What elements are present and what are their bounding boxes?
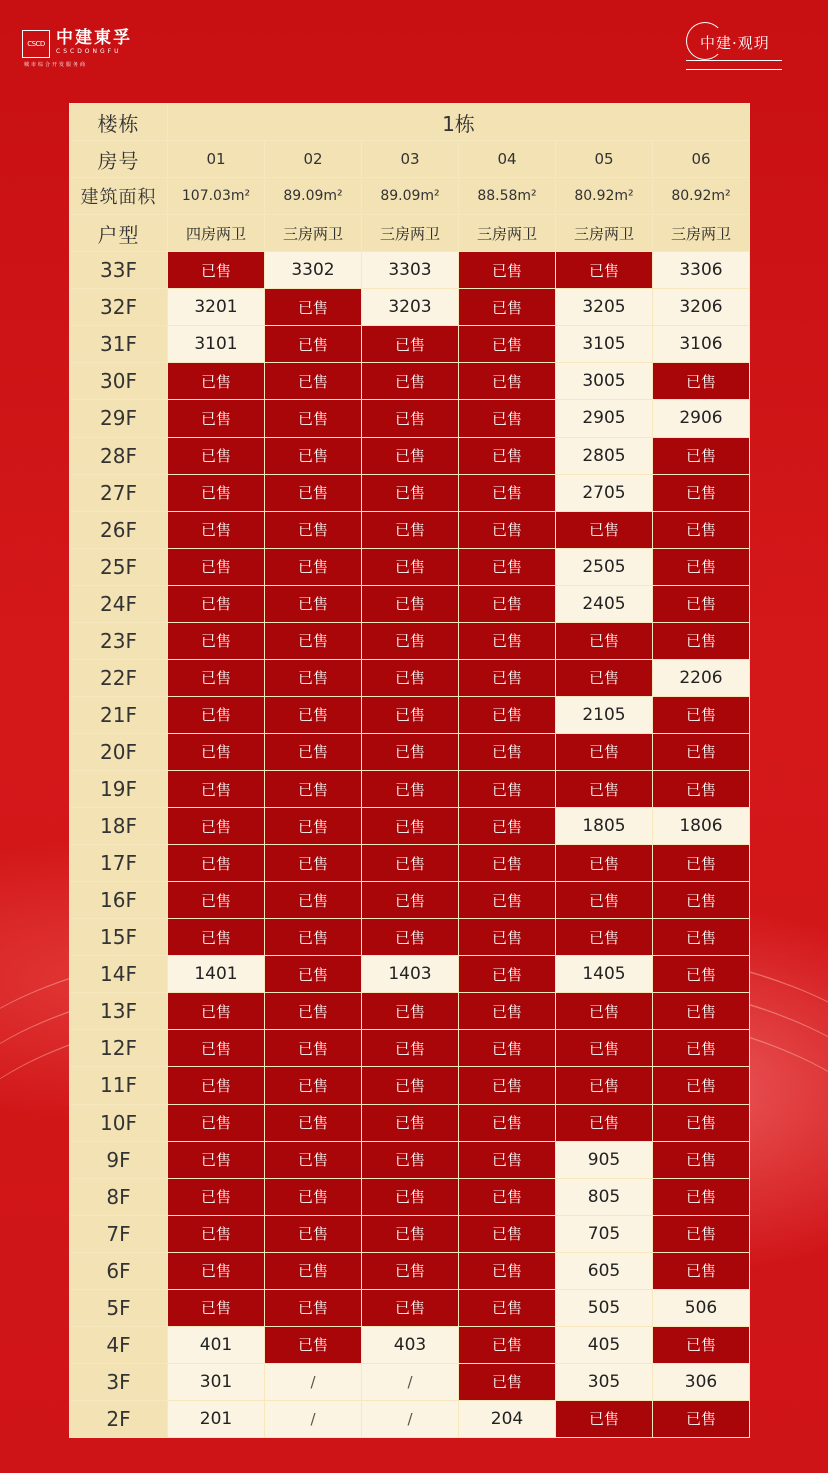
unit-sold: 已售 — [459, 734, 555, 770]
unit-availability-table — [69, 103, 750, 1438]
unit-sold: 已售 — [362, 1179, 458, 1215]
unit-available: 301 — [168, 1364, 264, 1400]
room-number-header: 04 — [459, 141, 555, 177]
floor-label: 21F — [70, 697, 167, 733]
area-header: 89.09m² — [362, 178, 458, 214]
unit-sold: 已售 — [653, 956, 749, 992]
area-header: 80.92m² — [556, 178, 652, 214]
building-label: 楼栋 — [70, 104, 167, 140]
unit-available: 2906 — [653, 400, 749, 436]
unit-sold: 已售 — [459, 845, 555, 881]
unit-sold: 已售 — [459, 1253, 555, 1289]
unit-available: 306 — [653, 1364, 749, 1400]
unit-sold: 已售 — [168, 252, 264, 288]
unit-sold: 已售 — [168, 993, 264, 1029]
unit-available: 1805 — [556, 808, 652, 844]
area-header: 107.03m² — [168, 178, 264, 214]
unit-available: 201 — [168, 1401, 264, 1437]
unit-sold: 已售 — [362, 363, 458, 399]
unit-sold: 已售 — [362, 697, 458, 733]
unit-sold: 已售 — [556, 1067, 652, 1103]
room-label: 房号 — [70, 141, 167, 177]
unit-sold: 已售 — [362, 919, 458, 955]
unit-sold: 已售 — [459, 660, 555, 696]
unit-sold: 已售 — [168, 1142, 264, 1178]
unit-sold: 已售 — [265, 1327, 361, 1363]
room-number-header: 01 — [168, 141, 264, 177]
unit-sold: 已售 — [168, 1179, 264, 1215]
unit-available: 3302 — [265, 252, 361, 288]
unit-sold: 已售 — [265, 438, 361, 474]
unit-sold: 已售 — [265, 1030, 361, 1066]
unit-sold: 已售 — [265, 363, 361, 399]
floor-label: 26F — [70, 512, 167, 548]
unit-type-header: 三房两卫 — [653, 215, 749, 251]
unit-available: 2505 — [556, 549, 652, 585]
unit-sold: 已售 — [265, 1179, 361, 1215]
unit-sold: 已售 — [168, 623, 264, 659]
floor-label: 6F — [70, 1253, 167, 1289]
unit-sold: 已售 — [459, 808, 555, 844]
floor-label: 7F — [70, 1216, 167, 1252]
unit-available: 204 — [459, 1401, 555, 1437]
unit-sold: 已售 — [265, 326, 361, 362]
floor-label: 20F — [70, 734, 167, 770]
unit-sold: 已售 — [265, 734, 361, 770]
unit-sold: 已售 — [362, 1105, 458, 1141]
floor-label: 14F — [70, 956, 167, 992]
unit-sold: 已售 — [459, 993, 555, 1029]
unit-sold: 已售 — [459, 363, 555, 399]
unit-sold: 已售 — [459, 400, 555, 436]
unit-sold: 已售 — [265, 475, 361, 511]
unit-available: 3005 — [556, 363, 652, 399]
unit-sold: 已售 — [556, 734, 652, 770]
unit-sold: 已售 — [362, 1030, 458, 1066]
floor-label: 25F — [70, 549, 167, 585]
unit-sold: 已售 — [653, 1105, 749, 1141]
unit-sold: 已售 — [459, 1179, 555, 1215]
unit-sold: 已售 — [265, 882, 361, 918]
floor-label: 30F — [70, 363, 167, 399]
unit-available: 1403 — [362, 956, 458, 992]
floor-label: 31F — [70, 326, 167, 362]
unit-sold: 已售 — [265, 771, 361, 807]
unit-available: 905 — [556, 1142, 652, 1178]
unit-available: 3206 — [653, 289, 749, 325]
floor-label: 16F — [70, 882, 167, 918]
unit-sold: 已售 — [653, 1327, 749, 1363]
unit-sold: 已售 — [459, 252, 555, 288]
unit-sold: 已售 — [556, 660, 652, 696]
unit-sold: 已售 — [653, 1216, 749, 1252]
unit-sold: 已售 — [362, 400, 458, 436]
unit-sold: 已售 — [265, 512, 361, 548]
unit-sold: 已售 — [362, 512, 458, 548]
unit-sold: 已售 — [362, 771, 458, 807]
unit-sold: 已售 — [653, 512, 749, 548]
unit-sold: 已售 — [459, 512, 555, 548]
unit-sold: 已售 — [653, 1401, 749, 1437]
unit-available: 2206 — [653, 660, 749, 696]
unit-sold: 已售 — [459, 623, 555, 659]
unit-sold: 已售 — [168, 1253, 264, 1289]
floor-label: 4F — [70, 1327, 167, 1363]
unit-available: 3101 — [168, 326, 264, 362]
unit-sold: 已售 — [362, 1067, 458, 1103]
unit-sold: 已售 — [459, 882, 555, 918]
unit-sold: 已售 — [653, 623, 749, 659]
unit-sold: 已售 — [168, 363, 264, 399]
unit-sold: 已售 — [168, 919, 264, 955]
unit-sold: 已售 — [459, 1142, 555, 1178]
unit-sold: 已售 — [556, 252, 652, 288]
unit-sold: 已售 — [459, 956, 555, 992]
unit-sold: 已售 — [556, 845, 652, 881]
unit-sold: 已售 — [265, 289, 361, 325]
unit-sold: 已售 — [265, 845, 361, 881]
unit-not-applicable: / — [265, 1401, 361, 1437]
area-header: 88.58m² — [459, 178, 555, 214]
unit-sold: 已售 — [556, 1401, 652, 1437]
brand-logo-left — [22, 30, 132, 58]
unit-sold: 已售 — [556, 623, 652, 659]
unit-sold: 已售 — [168, 512, 264, 548]
unit-sold: 已售 — [653, 363, 749, 399]
unit-type-header: 四房两卫 — [168, 215, 264, 251]
unit-sold: 已售 — [168, 882, 264, 918]
unit-sold: 已售 — [653, 845, 749, 881]
unit-sold: 已售 — [362, 549, 458, 585]
unit-sold: 已售 — [168, 400, 264, 436]
unit-not-applicable: / — [265, 1364, 361, 1400]
unit-available: 2405 — [556, 586, 652, 622]
unit-type-header: 三房两卫 — [556, 215, 652, 251]
unit-available: 405 — [556, 1327, 652, 1363]
unit-sold: 已售 — [265, 400, 361, 436]
unit-sold: 已售 — [168, 1105, 264, 1141]
unit-sold: 已售 — [168, 475, 264, 511]
unit-available: 3205 — [556, 289, 652, 325]
unit-sold: 已售 — [556, 1105, 652, 1141]
unit-sold: 已售 — [168, 771, 264, 807]
unit-available: 2805 — [556, 438, 652, 474]
unit-available: 1405 — [556, 956, 652, 992]
floor-label: 19F — [70, 771, 167, 807]
floor-label: 12F — [70, 1030, 167, 1066]
unit-sold: 已售 — [168, 660, 264, 696]
unit-sold: 已售 — [362, 660, 458, 696]
unit-available: 505 — [556, 1290, 652, 1326]
unit-sold: 已售 — [265, 919, 361, 955]
floor-label: 29F — [70, 400, 167, 436]
unit-sold: 已售 — [653, 771, 749, 807]
unit-sold: 已售 — [362, 1216, 458, 1252]
unit-sold: 已售 — [265, 1142, 361, 1178]
unit-sold: 已售 — [168, 734, 264, 770]
unit-sold: 已售 — [459, 1327, 555, 1363]
floor-label: 17F — [70, 845, 167, 881]
unit-sold: 已售 — [265, 1290, 361, 1326]
area-header: 89.09m² — [265, 178, 361, 214]
floor-label: 8F — [70, 1179, 167, 1215]
project-name: 中建·观玥 — [700, 34, 770, 52]
brand-mark: CSCD — [22, 30, 50, 58]
floor-label: 23F — [70, 623, 167, 659]
unit-sold: 已售 — [653, 1067, 749, 1103]
floor-label: 3F — [70, 1364, 167, 1400]
unit-sold: 已售 — [459, 549, 555, 585]
unit-available: 3203 — [362, 289, 458, 325]
floor-label: 32F — [70, 289, 167, 325]
unit-sold: 已售 — [653, 1030, 749, 1066]
unit-sold: 已售 — [168, 1216, 264, 1252]
unit-sold: 已售 — [168, 586, 264, 622]
room-number-header: 05 — [556, 141, 652, 177]
floor-label: 2F — [70, 1401, 167, 1437]
floor-label: 24F — [70, 586, 167, 622]
unit-sold: 已售 — [459, 697, 555, 733]
unit-sold: 已售 — [556, 882, 652, 918]
unit-sold: 已售 — [459, 1030, 555, 1066]
unit-available: 3201 — [168, 289, 264, 325]
unit-sold: 已售 — [265, 1067, 361, 1103]
unit-sold: 已售 — [265, 993, 361, 1029]
floor-label: 13F — [70, 993, 167, 1029]
unit-sold: 已售 — [362, 845, 458, 881]
unit-type-header: 三房两卫 — [459, 215, 555, 251]
project-logo-lines — [686, 60, 782, 70]
unit-sold: 已售 — [653, 549, 749, 585]
unit-available: 506 — [653, 1290, 749, 1326]
floor-label: 5F — [70, 1290, 167, 1326]
unit-sold: 已售 — [459, 1216, 555, 1252]
unit-sold: 已售 — [265, 623, 361, 659]
unit-sold: 已售 — [362, 438, 458, 474]
unit-sold: 已售 — [653, 1253, 749, 1289]
brand-tagline: 城市综合开发服务商 — [24, 62, 88, 68]
type-label: 户型 — [70, 215, 167, 251]
unit-sold: 已售 — [653, 438, 749, 474]
unit-sold: 已售 — [265, 697, 361, 733]
unit-sold: 已售 — [362, 882, 458, 918]
floor-label: 27F — [70, 475, 167, 511]
unit-sold: 已售 — [362, 623, 458, 659]
floor-label: 18F — [70, 808, 167, 844]
floor-label: 10F — [70, 1105, 167, 1141]
room-number-header: 03 — [362, 141, 458, 177]
brand-english-name: CSCDONGFU — [56, 48, 122, 55]
floor-label: 11F — [70, 1067, 167, 1103]
unit-sold: 已售 — [362, 586, 458, 622]
unit-sold: 已售 — [168, 438, 264, 474]
unit-sold: 已售 — [168, 808, 264, 844]
floor-label: 28F — [70, 438, 167, 474]
brand-name: 中建東孚 — [56, 28, 132, 48]
unit-sold: 已售 — [459, 919, 555, 955]
unit-sold: 已售 — [556, 919, 652, 955]
unit-sold: 已售 — [459, 1067, 555, 1103]
unit-sold: 已售 — [653, 697, 749, 733]
project-logo — [686, 22, 786, 70]
building-value: 1栋 — [168, 104, 749, 140]
floor-label: 15F — [70, 919, 167, 955]
unit-type-header: 三房两卫 — [265, 215, 361, 251]
floor-label: 22F — [70, 660, 167, 696]
unit-sold: 已售 — [653, 1179, 749, 1215]
unit-sold: 已售 — [653, 993, 749, 1029]
unit-sold: 已售 — [362, 1290, 458, 1326]
unit-sold: 已售 — [459, 1364, 555, 1400]
unit-sold: 已售 — [653, 882, 749, 918]
unit-available: 305 — [556, 1364, 652, 1400]
unit-sold: 已售 — [459, 475, 555, 511]
unit-sold: 已售 — [653, 586, 749, 622]
unit-type-header: 三房两卫 — [362, 215, 458, 251]
unit-sold: 已售 — [168, 1290, 264, 1326]
unit-not-applicable: / — [362, 1401, 458, 1437]
unit-sold: 已售 — [362, 326, 458, 362]
unit-sold: 已售 — [653, 734, 749, 770]
unit-sold: 已售 — [168, 1030, 264, 1066]
unit-available: 705 — [556, 1216, 652, 1252]
unit-sold: 已售 — [362, 808, 458, 844]
unit-sold: 已售 — [362, 993, 458, 1029]
unit-available: 2705 — [556, 475, 652, 511]
unit-sold: 已售 — [459, 586, 555, 622]
unit-sold: 已售 — [265, 549, 361, 585]
unit-sold: 已售 — [168, 697, 264, 733]
area-header: 80.92m² — [653, 178, 749, 214]
area-label: 建筑面积 — [70, 178, 167, 214]
unit-sold: 已售 — [459, 1290, 555, 1326]
unit-sold: 已售 — [459, 438, 555, 474]
room-number-header: 02 — [265, 141, 361, 177]
unit-available: 805 — [556, 1179, 652, 1215]
unit-sold: 已售 — [459, 289, 555, 325]
unit-sold: 已售 — [362, 475, 458, 511]
unit-sold: 已售 — [265, 1216, 361, 1252]
unit-not-applicable: / — [362, 1364, 458, 1400]
unit-sold: 已售 — [265, 1253, 361, 1289]
unit-sold: 已售 — [556, 771, 652, 807]
unit-sold: 已售 — [265, 586, 361, 622]
unit-available: 1401 — [168, 956, 264, 992]
room-number-header: 06 — [653, 141, 749, 177]
floor-label: 33F — [70, 252, 167, 288]
unit-sold: 已售 — [362, 1253, 458, 1289]
unit-sold: 已售 — [459, 1105, 555, 1141]
unit-available: 2905 — [556, 400, 652, 436]
unit-sold: 已售 — [168, 549, 264, 585]
unit-sold: 已售 — [653, 475, 749, 511]
unit-sold: 已售 — [362, 734, 458, 770]
unit-sold: 已售 — [168, 845, 264, 881]
unit-sold: 已售 — [556, 1030, 652, 1066]
unit-available: 3303 — [362, 252, 458, 288]
unit-sold: 已售 — [265, 956, 361, 992]
unit-available: 403 — [362, 1327, 458, 1363]
unit-sold: 已售 — [556, 512, 652, 548]
unit-sold: 已售 — [556, 993, 652, 1029]
unit-sold: 已售 — [459, 771, 555, 807]
unit-sold: 已售 — [653, 919, 749, 955]
unit-sold: 已售 — [168, 1067, 264, 1103]
unit-available: 3106 — [653, 326, 749, 362]
unit-available: 3306 — [653, 252, 749, 288]
unit-available: 605 — [556, 1253, 652, 1289]
unit-available: 2105 — [556, 697, 652, 733]
unit-sold: 已售 — [362, 1142, 458, 1178]
floor-label: 9F — [70, 1142, 167, 1178]
unit-sold: 已售 — [265, 1105, 361, 1141]
unit-available: 1806 — [653, 808, 749, 844]
unit-sold: 已售 — [265, 808, 361, 844]
unit-available: 3105 — [556, 326, 652, 362]
unit-sold: 已售 — [459, 326, 555, 362]
unit-available: 401 — [168, 1327, 264, 1363]
unit-sold: 已售 — [265, 660, 361, 696]
unit-sold: 已售 — [653, 1142, 749, 1178]
